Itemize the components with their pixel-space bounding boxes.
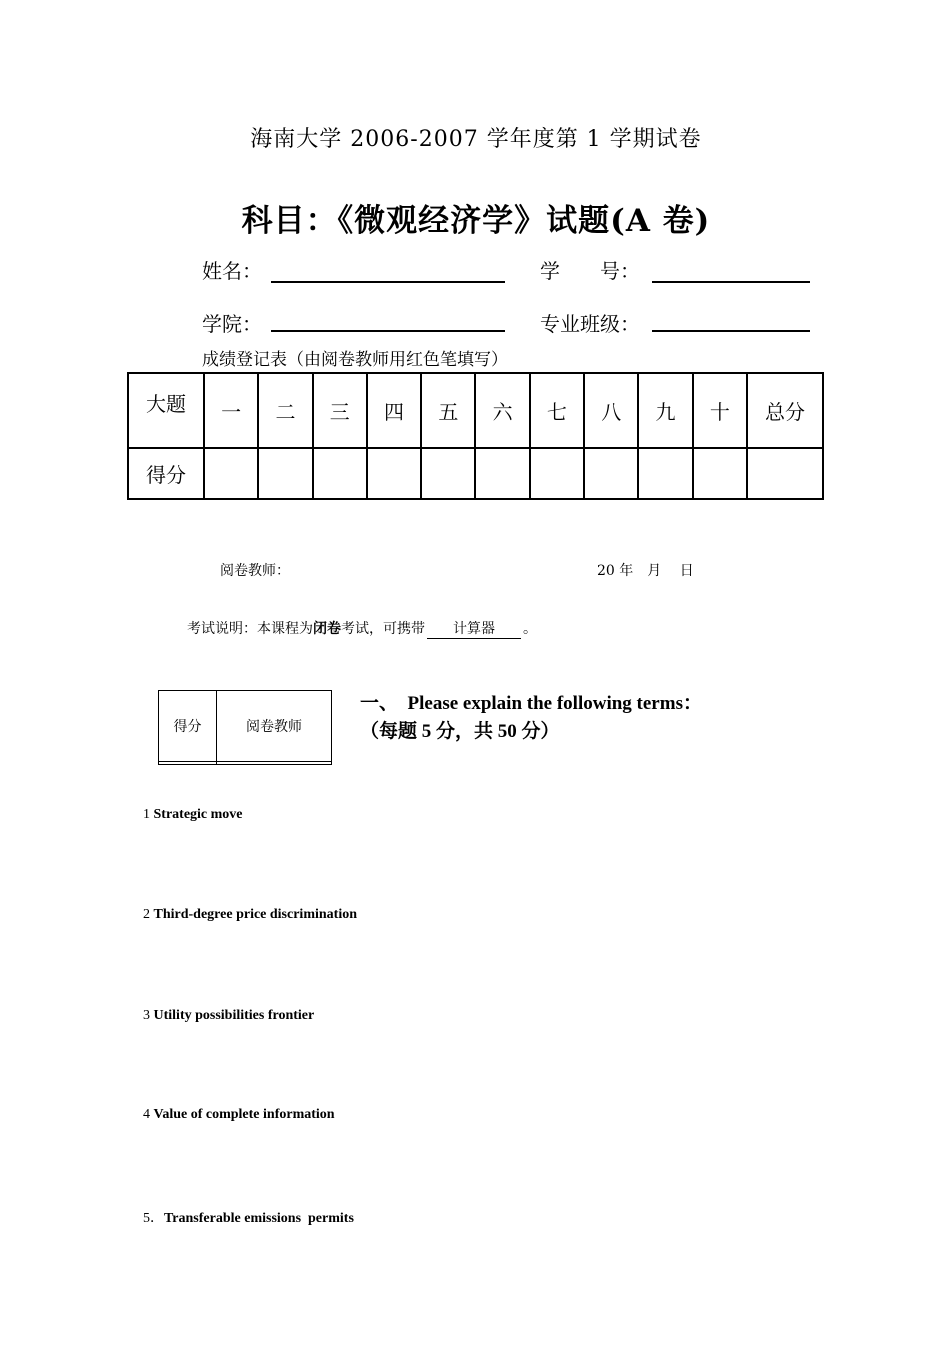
col-1: 一 xyxy=(204,373,258,448)
term-text: Utility possibilities frontier xyxy=(153,1008,315,1023)
col-6: 六 xyxy=(475,373,529,448)
score-cell-5[interactable] xyxy=(421,448,475,499)
row-label-questions: 大题 xyxy=(128,373,204,448)
score-cell-2[interactable] xyxy=(258,448,312,499)
col-3: 三 xyxy=(313,373,367,448)
score-cell-10[interactable] xyxy=(693,448,747,499)
term-number: 1 xyxy=(143,807,154,822)
term-text: Strategic move xyxy=(153,807,243,822)
col-9: 九 xyxy=(638,373,692,448)
major-class-field[interactable] xyxy=(652,330,810,332)
section-1-heading: 一、 Please explain the following terms： xyxy=(360,693,702,714)
section-1-heading-block xyxy=(360,690,702,746)
score-cell-6[interactable] xyxy=(475,448,529,499)
exam-note-tool: 计算器 xyxy=(427,618,521,639)
college-label: 学院： xyxy=(202,312,262,336)
grade-table-score-row xyxy=(128,448,823,499)
col-4: 四 xyxy=(367,373,421,448)
term-item-2 xyxy=(143,907,357,923)
score-cell-4[interactable] xyxy=(367,448,421,499)
score-cell-3[interactable] xyxy=(313,448,367,499)
col-total: 总分 xyxy=(747,373,823,448)
term-number: 4 xyxy=(143,1107,154,1122)
term-text: Transferable emissions permits xyxy=(164,1211,354,1226)
subject-title: 科目：《微观经济学》试题(A 卷) xyxy=(241,203,711,239)
score-cell-7[interactable] xyxy=(530,448,584,499)
term-item-5 xyxy=(143,1207,354,1227)
major-class-label: 专业班级： xyxy=(540,312,640,336)
col-5: 五 xyxy=(421,373,475,448)
grade-table-caption: 成绩登记表（由阅卷教师用红色笔填写） xyxy=(202,350,508,370)
row-label-score: 得分 xyxy=(128,448,204,499)
exam-note xyxy=(187,618,537,639)
col-10: 十 xyxy=(693,373,747,448)
grade-table xyxy=(127,372,824,500)
score-cell-1[interactable] xyxy=(204,448,258,499)
grade-table-header-row xyxy=(128,373,823,448)
exam-note-prefix: 考试说明：本课程为 xyxy=(187,621,313,637)
score-box-score-label: 得分 xyxy=(159,691,217,762)
student-id-label: 学 号： xyxy=(540,259,640,283)
term-text: Third-degree price discrimination xyxy=(153,907,357,922)
col-7: 七 xyxy=(530,373,584,448)
name-label: 姓名： xyxy=(202,259,262,283)
term-item-1 xyxy=(143,807,243,823)
grader-label: 阅卷教师： xyxy=(220,563,290,579)
term-item-3 xyxy=(143,1008,314,1024)
name-field[interactable] xyxy=(271,281,505,283)
student-id-field[interactable] xyxy=(652,281,810,283)
score-box-grader-label: 阅卷教师 xyxy=(217,691,332,762)
section-1-points: （每题 5 分，共 50 分） xyxy=(360,721,560,742)
col-2: 二 xyxy=(258,373,312,448)
score-cell-total[interactable] xyxy=(747,448,823,499)
university-title: 海南大学 2006-2007 学年度第 1 学期试卷 xyxy=(250,127,702,152)
term-number: 5． xyxy=(143,1211,164,1226)
col-8: 八 xyxy=(584,373,638,448)
score-box-grader-cell[interactable] xyxy=(217,761,332,764)
term-text: Value of complete information xyxy=(153,1107,335,1122)
college-field[interactable] xyxy=(271,330,505,332)
term-number: 2 xyxy=(143,907,154,922)
term-item-4 xyxy=(143,1107,335,1123)
score-cell-8[interactable] xyxy=(584,448,638,499)
score-cell-9[interactable] xyxy=(638,448,692,499)
section-score-box xyxy=(158,690,332,765)
term-number: 3 xyxy=(143,1008,154,1023)
exam-note-suffix: 。 xyxy=(523,621,537,637)
exam-note-middle: 考试，可携带 xyxy=(341,621,425,637)
score-box-score-cell[interactable] xyxy=(159,761,217,764)
grade-date: 20 年 月 日 xyxy=(597,563,694,579)
exam-note-closed-book: 闭卷 xyxy=(313,621,341,637)
